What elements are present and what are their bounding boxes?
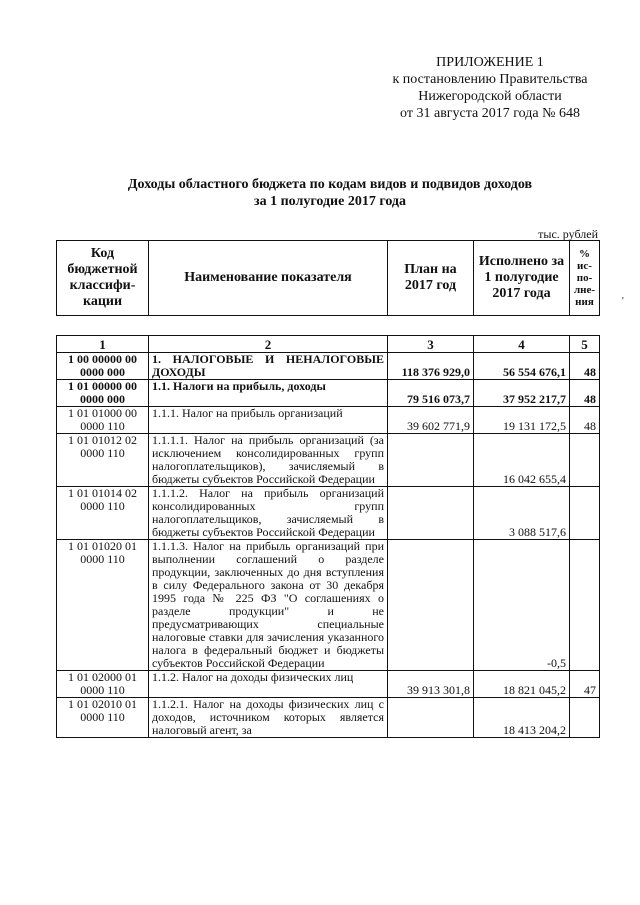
table-row	[57, 698, 600, 738]
table-row	[57, 671, 600, 698]
row-pct	[570, 434, 600, 487]
column-number: 2	[149, 336, 388, 353]
row-plan	[388, 698, 474, 738]
header-plan: План на 2017 год	[388, 241, 474, 316]
row-done: 16 042 655,4	[474, 434, 570, 487]
row-plan: 39 602 771,9	[388, 407, 474, 434]
table-row	[57, 434, 600, 487]
header-pct: % ис-по-лне-ния	[570, 241, 600, 316]
row-done: 18 413 204,2	[474, 698, 570, 738]
appendix-line: к постановлению Правительства	[392, 72, 588, 87]
row-pct	[570, 540, 600, 671]
document-title	[60, 176, 600, 210]
data-table	[56, 335, 600, 738]
appendix-date: от 31 августа 2017 года № 648	[400, 106, 580, 121]
column-number: 1	[57, 336, 149, 353]
row-done: 56 554 676,1	[474, 353, 570, 380]
row-code: 1 01 00000 00 0000 000	[57, 380, 149, 407]
title-line: Доходы областного бюджета по кодам видов и подвидов доходов	[127, 177, 533, 192]
row-done: 19 131 172,5	[474, 407, 570, 434]
title-line: за 1 полугодие 2017 года	[253, 194, 407, 209]
row-code: 1 00 00000 00 0000 000	[57, 353, 149, 380]
row-code: 1 01 01012 02 0000 110	[57, 434, 149, 487]
row-name: 1.1.1.2. Налог на прибыль организаций консолидированных групп налогоплательщиков, зачисляемый в бюджеты субъектов Российской Федерации	[149, 487, 388, 540]
row-plan: 118 376 929,0	[388, 353, 474, 380]
row-pct	[570, 698, 600, 738]
column-number: 3	[388, 336, 474, 353]
appendix-line: Нижегородской области	[418, 89, 562, 104]
row-done: -0,5	[474, 540, 570, 671]
row-plan	[388, 540, 474, 671]
units-label: тыс. рублей	[538, 227, 598, 241]
column-number-row	[57, 336, 600, 353]
row-name: 1.1.2. Налог на доходы физических лиц	[149, 671, 388, 698]
row-pct: 47	[570, 671, 600, 698]
row-done: 18 821 045,2	[474, 671, 570, 698]
row-pct: 48	[570, 353, 600, 380]
appendix-block	[370, 54, 610, 122]
row-name: 1.1.1.3. Налог на прибыль организаций при выполнении соглашений о разделе продукции, заключенных до дня вступления в силу Федерального закона от 30 декабря 1995 года № 225 ФЗ "О соглашениях о разделе продукции" и не предусматривающих специальные налоговые ставки для зачисления указанного налога в федеральный бюджет и бюджеты субъектов Российской Федерации	[149, 540, 388, 671]
row-pct: 48	[570, 380, 600, 407]
table-row	[57, 487, 600, 540]
header-table	[56, 240, 600, 316]
header-done: Исполнено за 1 полугодие 2017 года	[474, 241, 570, 316]
row-plan	[388, 487, 474, 540]
row-pct: 48	[570, 407, 600, 434]
row-name: 1.1.1.1. Налог на прибыль организаций (за исключением консолидированных групп налогоплательщиков), зачисляемый в бюджеты субъектов Российской Федерации	[149, 434, 388, 487]
table-row	[57, 540, 600, 671]
row-name: 1. НАЛОГОВЫЕ И НЕНАЛОГОВЫЕ ДОХОДЫ	[149, 353, 388, 380]
table-row	[57, 353, 600, 380]
row-code: 1 01 02000 01 0000 110	[57, 671, 149, 698]
row-code: 1 01 01020 01 0000 110	[57, 540, 149, 671]
row-name: 1.1. Налоги на прибыль, доходы	[149, 380, 388, 407]
row-name: 1.1.2.1. Налог на доходы физических лиц с доходов, источником которых является налоговый агент, за	[149, 698, 388, 738]
row-plan	[388, 434, 474, 487]
table-row	[57, 407, 600, 434]
row-code: 1 01 01014 02 0000 110	[57, 487, 149, 540]
header-name: Наименование показателя	[149, 241, 388, 316]
column-number: 4	[474, 336, 570, 353]
row-pct	[570, 487, 600, 540]
row-done: 3 088 517,6	[474, 487, 570, 540]
header-code: Код бюджетной классифи-кации	[57, 241, 149, 316]
row-code: 1 01 01000 00 0000 110	[57, 407, 149, 434]
row-name: 1.1.1. Налог на прибыль организаций	[149, 407, 388, 434]
row-plan: 79 516 073,7	[388, 380, 474, 407]
table-row	[57, 380, 600, 407]
row-done: 37 952 217,7	[474, 380, 570, 407]
row-code: 1 01 02010 01 0000 110	[57, 698, 149, 738]
row-plan: 39 913 301,8	[388, 671, 474, 698]
column-number: 5	[570, 336, 600, 353]
margin-mark: '	[622, 296, 624, 307]
appendix-heading: ПРИЛОЖЕНИЕ 1	[436, 55, 544, 70]
